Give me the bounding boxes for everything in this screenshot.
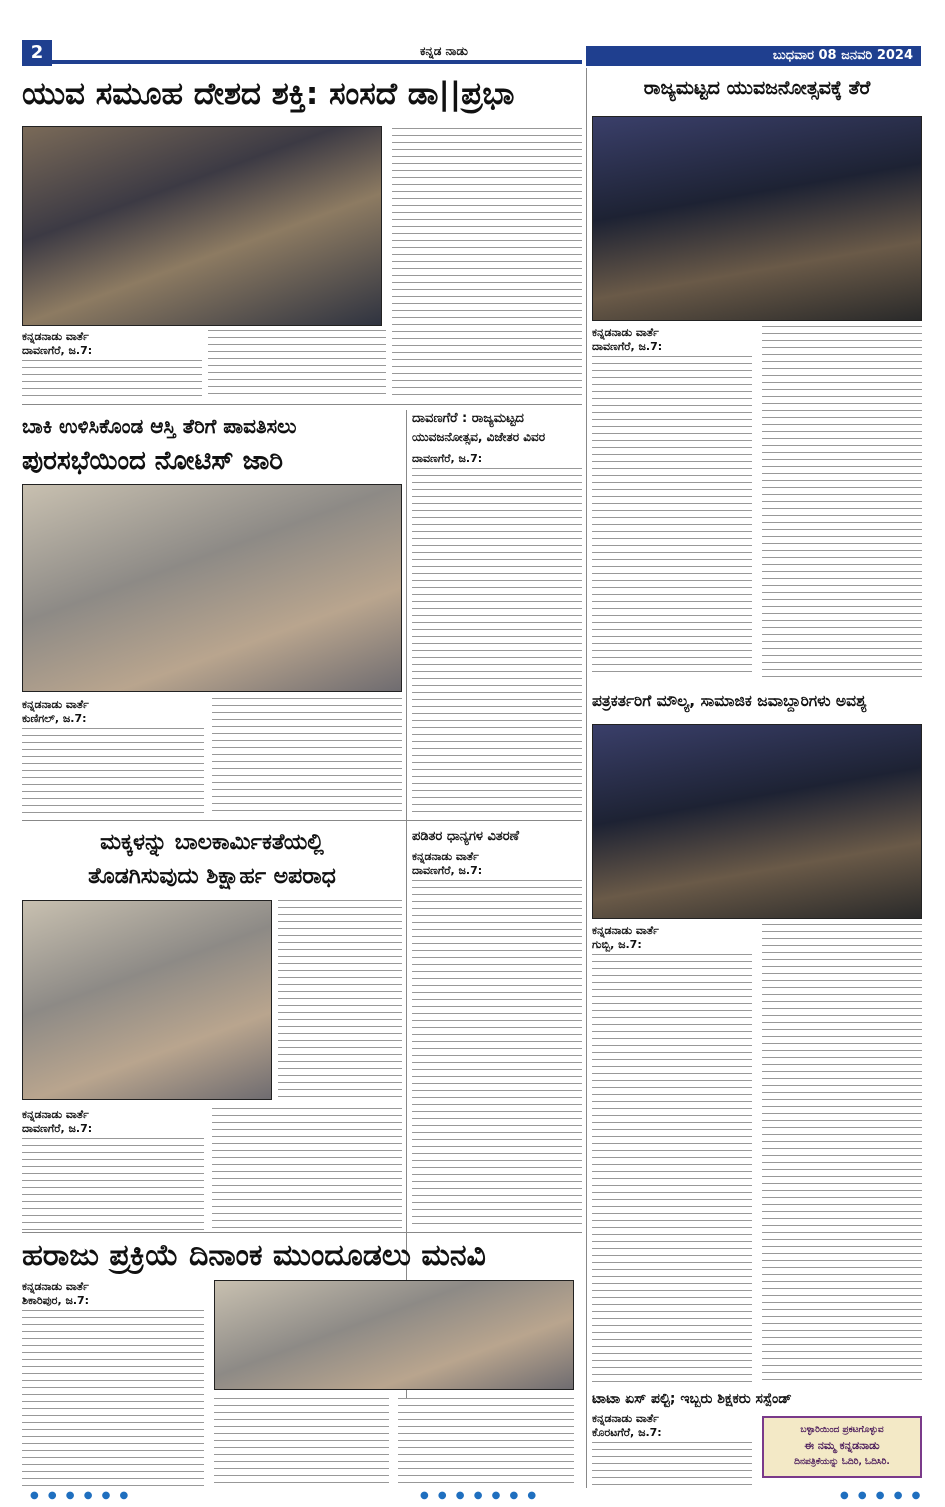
promo-line-1: ಬಳ್ಳಾರಿಯಿಂದ ಪ್ರಕಟಗೊಳ್ಳುವ (800, 1425, 884, 1435)
place: ಕೊರಟಗೆರೆ, ಜ.7: (592, 1426, 662, 1439)
registration-marks: ● ● ● ● ● ● (30, 1490, 132, 1501)
headline: ರಾಜ್ಯಮಟ್ಟದ ಯುವಜನೋತ್ಸವಕ್ಕೆ ತೆರೆ (643, 77, 871, 99)
body-text (22, 1310, 204, 1486)
body-text (412, 468, 582, 814)
dateline: ಕನ್ನಡನಾಡು ವಾರ್ತೆ (22, 1108, 89, 1121)
edition-date: ಬುಧವಾರ 08 ಜನವರಿ 2024 (586, 46, 921, 66)
body-text (212, 1108, 402, 1230)
article-journalist-values (592, 684, 922, 1384)
body-text (592, 1442, 752, 1488)
headline-line-1: ಮಕ್ಕಳನ್ನು ಬಾಲಕಾರ್ಮಿಕತೆಯಲ್ಲಿ (100, 830, 324, 855)
registration-marks: ● ● ● ● ● ● ● (420, 1490, 540, 1501)
memorandum-photo (214, 1280, 574, 1390)
headline: ಟಾಟಾ ಏಸ್ ಪಲ್ಟಿ; ಇಬ್ಬರು ಶಿಕ್ಷಕರು ಸಸ್ಪೆಂಡ್ (592, 1391, 792, 1407)
article-youth-festival-closing (592, 68, 922, 680)
dateline: ಕನ್ನಡನಾಡು ವಾರ್ತೆ (22, 1280, 89, 1293)
place: ದಾವಣಗೆರೆ, ಜ.7: (22, 1122, 93, 1135)
body-text (278, 900, 402, 1100)
body-text (22, 360, 202, 398)
article-property-tax-notice (22, 410, 402, 815)
promo-line-2: ಈ ನಮ್ಮ ಕನ್ನಡನಾಡು (804, 1439, 880, 1452)
place: ದಾವಣಗೆರೆ, ಜ.7: (412, 864, 483, 877)
headline: ಪಡಿತರ ಧಾನ್ಯಗಳ ವಿತರಣೆ (412, 829, 520, 844)
dateline: ಕನ್ನಡನಾಡು ವಾರ್ತೆ (412, 850, 479, 863)
page-number: 2 (22, 40, 52, 66)
body-text (22, 1138, 204, 1230)
headline: ಹರಾಜು ಪ್ರಕ್ರಿಯೆ ದಿನಾಂಕ ಮುಂದೂಡಲು ಮನವಿ (22, 1238, 486, 1273)
body-text (214, 1398, 389, 1486)
headline-line-2: ಪುರಸಭೆಯಿಂದ ನೋಟಿಸ್ ಜಾರಿ (22, 446, 284, 476)
dateline: ಕನ್ನಡನಾಡು ವಾರ್ತೆ (22, 330, 89, 343)
dateline: ಕನ್ನಡನಾಡು ವಾರ್ತೆ (592, 1412, 659, 1425)
body-text (762, 326, 922, 678)
dateline: ಕನ್ನಡನಾಡು ವಾರ್ತೆ (592, 924, 659, 937)
article-youth-strength (22, 68, 582, 398)
promo-line-3: ದಿನಪತ್ರಿಕೆಯನ್ನು ಓದಿರಿ, ಓದಿಸಿರಿ. (794, 1457, 890, 1467)
paper-name: ಕನ್ನಡ ನಾಡು (420, 44, 468, 58)
registration-marks: ● ● ● ● ● (840, 1490, 924, 1501)
body-text (592, 356, 752, 678)
place: ಗುಬ್ಬಿ, ಜ.7: (592, 938, 642, 951)
inspection-photo (22, 900, 272, 1100)
headline: ಪತ್ರಕರ್ತರಿಗೆ ಮೌಲ್ಯ, ಸಾಮಾಜಿಕ ಜವಾಬ್ದಾರಿಗಳು ಅವಶ್ಯ (592, 692, 867, 710)
dateline: ಕನ್ನಡನಾಡು ವಾರ್ತೆ (22, 698, 89, 711)
dateline: ಕನ್ನಡನಾಡು ವಾರ್ತೆ (592, 326, 659, 339)
headline-line-2: ಯುವಜನೋತ್ಸವ, ವಿಜೇತರ ವಿವರ (412, 430, 546, 444)
body-text (208, 330, 386, 398)
headline-line-2: ತೊಡಗಿಸುವುದು ಶಿಕ್ಷಾರ್ಹ ಅಪರಾಧ (88, 864, 336, 889)
headline: ಯುವ ಸಮೂಹ ದೇಶದ ಶಕ್ತಿ: ಸಂಸದೆ ಡಾ||ಪ್ರಭಾ (22, 76, 515, 112)
body-text (398, 1398, 574, 1486)
body-text (592, 954, 752, 1382)
body-text (392, 128, 582, 398)
headline-line-1: ಬಾಕಿ ಉಳಿಸಿಕೊಂಡ ಆಸ್ತಿ ತೆರಿಗೆ ಪಾವತಿಸಲು (22, 414, 297, 438)
masthead-rule (52, 60, 582, 64)
place: ದಾವಣಗೆರೆ, ಜ.7: (592, 340, 663, 353)
ceremony-photo (592, 724, 922, 919)
body-text (762, 924, 922, 1382)
award-photo (592, 116, 922, 321)
event-photo (22, 126, 382, 326)
notice-photo (22, 484, 402, 692)
article-auction-postpone (22, 1236, 582, 1486)
place: ದಾವಣಗೆರೆ, ಜ.7: (412, 452, 483, 465)
masthead (0, 0, 945, 66)
body-text (22, 728, 204, 814)
body-text (212, 698, 402, 814)
place: ದಾವಣಗೆರೆ, ಜ.7: (22, 344, 93, 357)
article-ration-distribution (412, 826, 582, 1231)
place: ಶಿಕಾರಿಪುರ, ಜ.7: (22, 1294, 90, 1307)
place: ಕುಣಿಗಲ್, ಜ.7: (22, 712, 87, 725)
article-winners-list (412, 410, 582, 815)
headline-line-1: ದಾವಣಗೆರೆ : ರಾಜ್ಯಮಟ್ಟದ (412, 411, 524, 426)
subscribe-promo (762, 1416, 922, 1478)
body-text (412, 880, 582, 1230)
